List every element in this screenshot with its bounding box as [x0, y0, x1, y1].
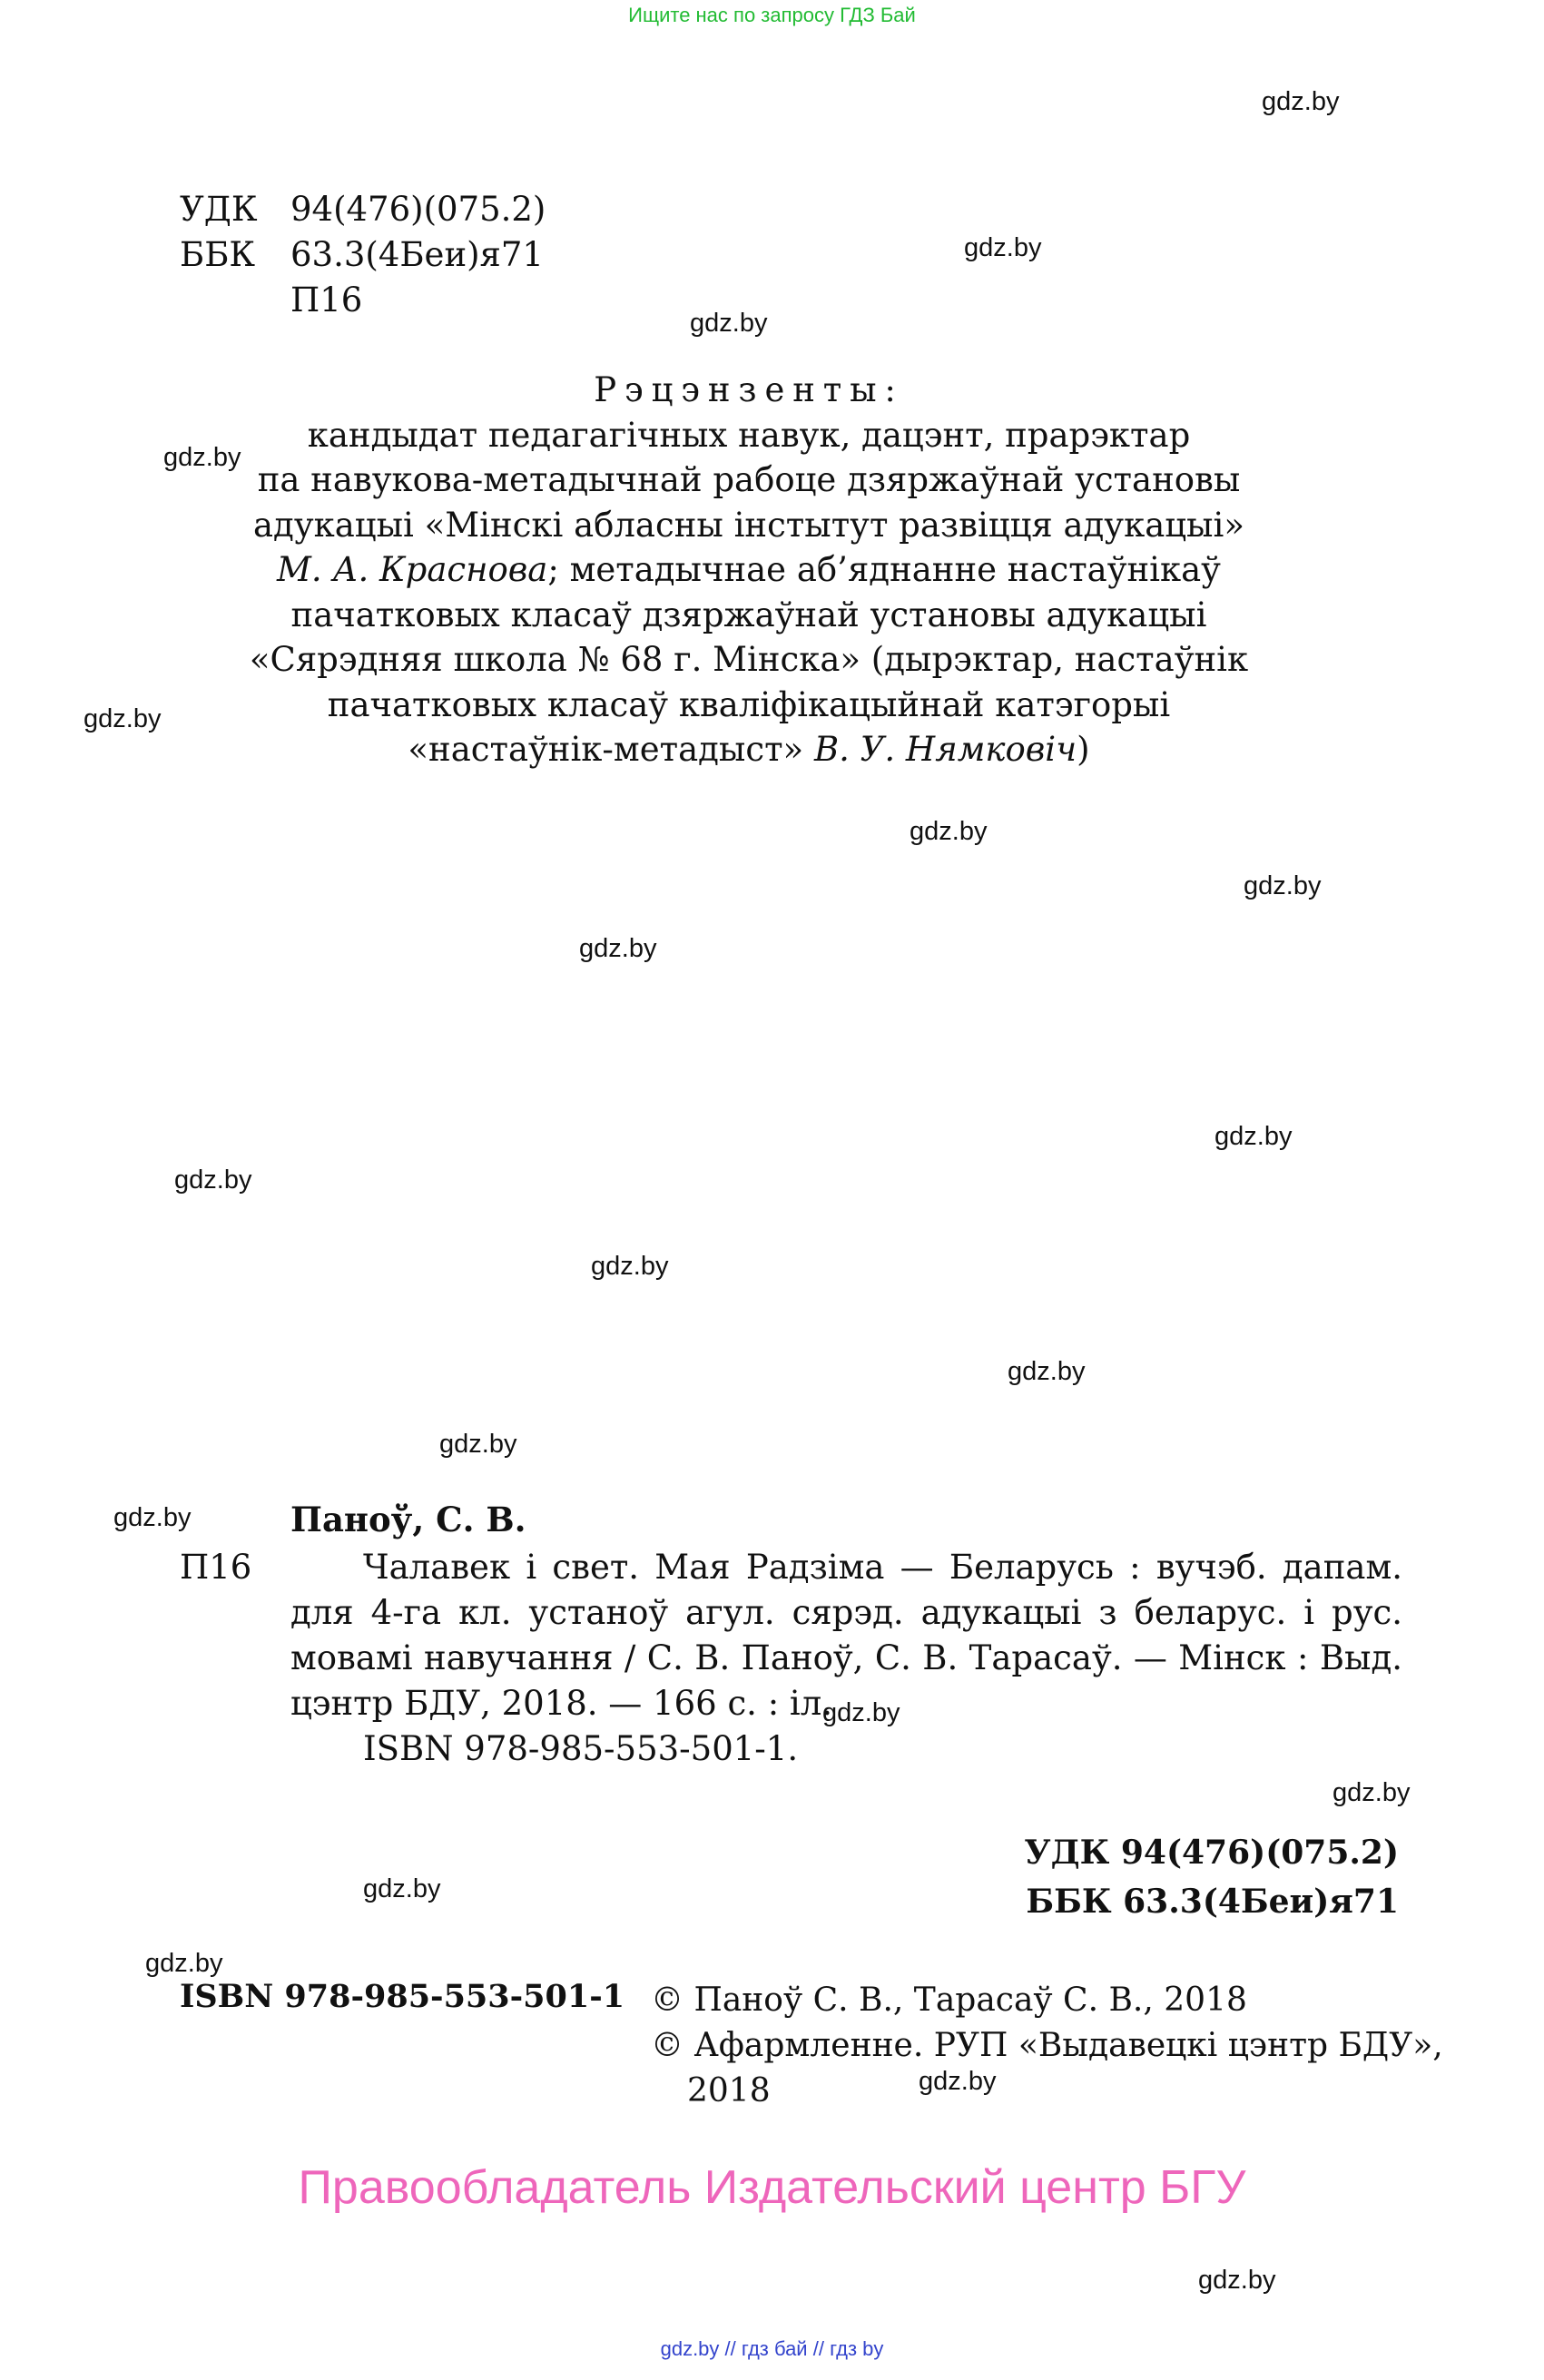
bbk-right: ББК 63.3(4Беи)я71: [1026, 1883, 1399, 1921]
copyright-line: 2018: [687, 2072, 771, 2110]
watermark: gdz.by: [1215, 1122, 1293, 1151]
watermark: gdz.by: [1198, 2266, 1276, 2295]
footer-link[interactable]: гдз бай: [741, 2337, 808, 2360]
footer-separator: //: [812, 2337, 824, 2360]
rights-holder: Правообладатель Издательский центр БГУ: [298, 2161, 1246, 2214]
watermark: gdz.by: [822, 1698, 900, 1727]
watermark: gdz.by: [1244, 871, 1322, 900]
reviewers-heading: Рэцэнзенты:: [594, 370, 904, 409]
bibliography-isbn: ISBN 978-985-553-501-1.: [363, 1729, 799, 1768]
copyright-line: © Афармленне. РУП «Выдавецкі цэнтр БДУ»,: [651, 2027, 1443, 2064]
watermark: gdz.by: [1008, 1357, 1086, 1386]
watermark: gdz.by: [919, 2067, 997, 2096]
reviewers-line: пачатковых класаў дзяржаўнай установы адукацыі: [290, 595, 1207, 634]
udk-value: 94(476)(075.2): [290, 190, 546, 229]
bbk-label: ББК: [180, 235, 256, 274]
reviewers-line: «настаўнік-метадыст» В. У. Нямковіч): [408, 730, 1090, 769]
classification-block: [180, 187, 546, 323]
footer-separator: //: [724, 2337, 736, 2360]
bibliography-text: Чалавек і свет. Мая Радзіма — Беларусь : вучэб. дапам. для 4-га кл. устаноў агул. сярэд. адукацыі з беларус. і рус. мовамі навучання / С. В. Паноў, С. В. Тарасаў. — Мінск : Выд. цэнтр БДУ, 2018. — 166 с. : іл.: [290, 1548, 1402, 1723]
reviewer-name: М. А. Краснова: [277, 550, 548, 589]
reviewers-line: пачатковых класаў кваліфікацыйнай катэгорыі: [327, 684, 1171, 724]
top-search-hint[interactable]: Ищите нас по запросу ГДЗ Бай: [628, 4, 916, 26]
classification-right: [1024, 1828, 1399, 1926]
watermark: gdz.by: [591, 1252, 669, 1281]
bibliography-code: П16: [180, 1548, 252, 1587]
watermark: gdz.by: [163, 443, 241, 472]
watermark: gdz.by: [174, 1165, 252, 1195]
watermark: gdz.by: [145, 1949, 223, 1978]
reviewers-line: «Сярэдняя школа № 68 г. Мінска» (дырэктар, настаўнік: [249, 640, 1249, 679]
reviewers-line: па навукова-метадычнай рабоце дзяржаўнай установы: [257, 460, 1241, 499]
watermark: gdz.by: [579, 934, 657, 963]
watermark: gdz.by: [363, 1874, 441, 1903]
bibliography-author: Паноў, С. В.: [290, 1500, 526, 1539]
author-code: П16: [290, 280, 363, 320]
watermark: gdz.by: [964, 233, 1042, 262]
reviewers-line: М. А. Краснова; метадычнае аб’яднанне настаўнікаў: [277, 550, 1221, 589]
udk-right: УДК 94(476)(075.2): [1024, 1834, 1399, 1872]
copyright-line: © Паноў С. В., Тарасаў С. В., 2018: [651, 1982, 1247, 2019]
udk-label: УДК: [180, 190, 258, 229]
bbk-row: [180, 232, 546, 278]
watermark: gdz.by: [113, 1503, 192, 1532]
watermark: gdz.by: [690, 309, 768, 338]
copyright-block: [651, 1978, 1443, 2114]
reviewers-line: адукацыі «Мінскі абласны інстытут развіцця адукацыі»: [253, 505, 1244, 545]
reviewer-name: В. У. Нямковіч: [813, 730, 1077, 769]
watermark: gdz.by: [1262, 87, 1340, 116]
udk-row: [180, 187, 546, 232]
bbk-value: 63.3(4Беи)я71: [290, 235, 544, 274]
reviewers-line: кандыдат педагагічных навук, дацэнт, прарэктар: [307, 415, 1191, 455]
footer-links: [0, 2337, 1544, 2361]
watermark: gdz.by: [84, 704, 162, 733]
reviewers-block: [227, 368, 1271, 772]
watermark: gdz.by: [910, 817, 988, 846]
author-code-row: [180, 278, 546, 323]
watermark: gdz.by: [1333, 1778, 1411, 1807]
watermark: gdz.by: [439, 1430, 517, 1459]
footer-link[interactable]: гдз by: [830, 2337, 884, 2360]
isbn-bottom: ISBN 978-985-553-501-1: [180, 1978, 625, 2015]
footer-link[interactable]: gdz.by: [660, 2337, 720, 2360]
bibliography-description: [290, 1545, 1402, 1726]
